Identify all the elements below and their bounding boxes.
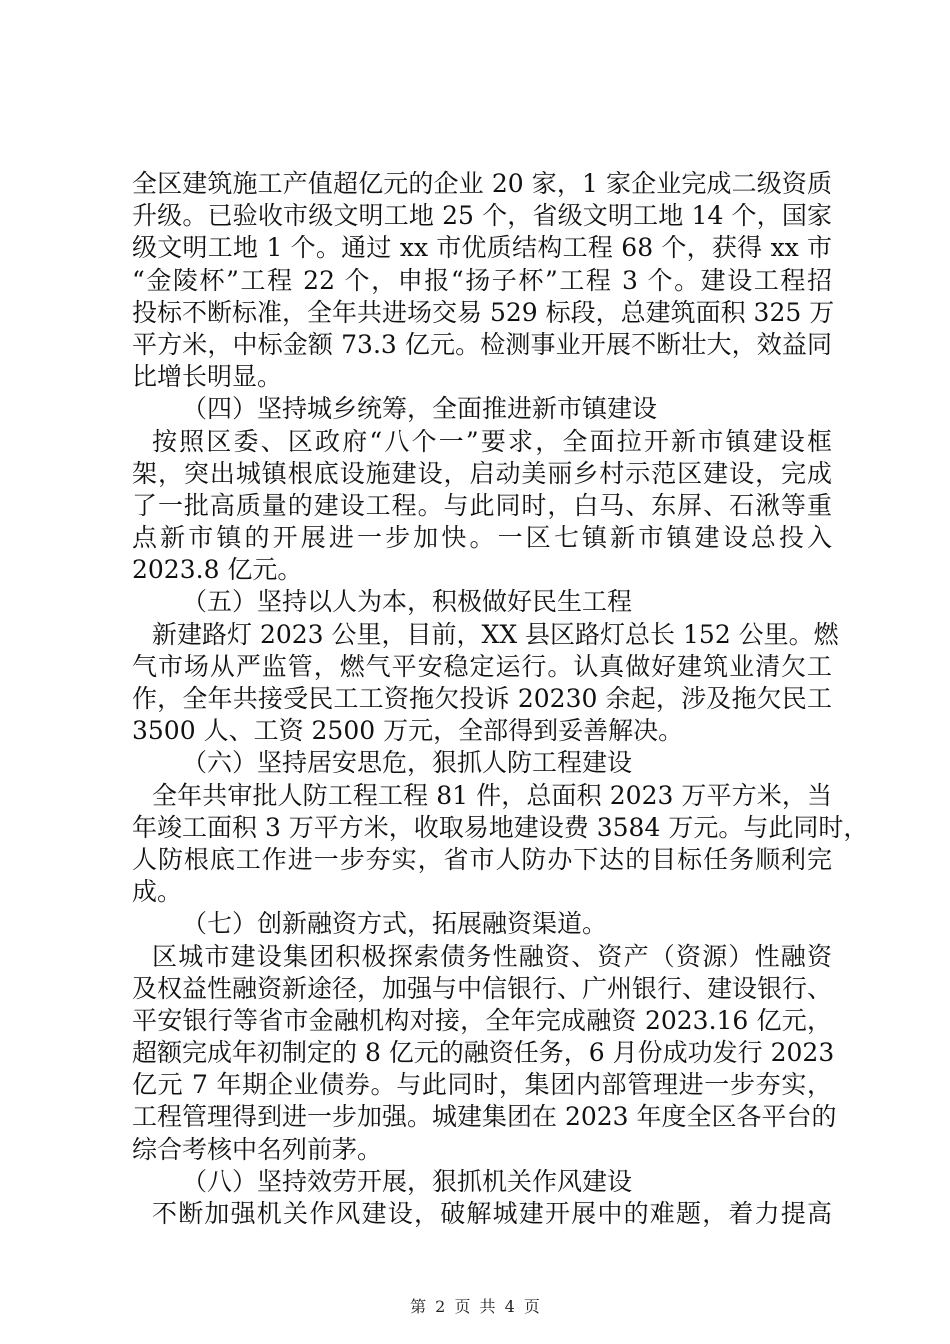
text-line: 气市场从严监管，燃气平安稳定运行。认真做好建筑业清欠工 [132,651,832,681]
text-line: 了一批高质量的建设工程。与此同时，白马、东屏、石湫等重 [132,490,832,520]
text-line: 超额完成年初制定的 8 亿元的融资任务，6 月份成功发行 2023 [132,1038,835,1068]
text-line: 平方米，中标金额 73.3 亿元。检测事业开展不断壮大，效益同 [132,329,832,359]
text-line: 作，全年共接受民工工资拖欠投诉 20230 余起，涉及拖欠民工 [132,684,832,713]
text-line: 全区建筑施工产值超亿元的企业 20 家，1 家企业完成二级资质 [132,169,832,198]
text-line: 升级。已验收市级文明工地 25 个，省级文明工地 14 个，国家 [132,201,832,231]
text-line: 级文明工地 1 个。通过 xx 市优质结构工程 68 个，获得 xx 市 [132,233,832,263]
text-line: 区城市建设集团积极探索债务性融资、资产（资源）性融资 [152,941,832,971]
text-line: 投标不断标准，全年共进场交易 529 标段，总建筑面积 325 万 [132,297,835,327]
text-line: 架，突出城镇根底设施建设，启动美丽乡村示范区建设，完成 [132,458,832,488]
text-line: 新建路灯 2023 公里，目前，XX 县区路灯总长 152 公里。燃 [152,619,839,649]
body-text [132,168,869,1230]
text-line: 不断加强机关作风建设，破解城建开展中的难题，着力提高 [152,1199,832,1228]
text-line: 全年共审批人防工程工程 81 件，总面积 2023 万平方米，当 [152,780,832,810]
section-heading-4: （四）坚持城乡统筹，全面推进新市镇建设 [182,394,658,424]
section-heading-6: （六）坚持居安思危，狠抓人防工程建设 [182,748,633,778]
section-heading-5: （五）坚持以人为本，积极做好民生工程 [182,587,633,617]
text-line: 平安银行等省市金融机构对接，全年完成融资 2023.16 亿元， [132,1005,832,1035]
text-line: 比增长明显。 [132,362,283,392]
text-line: 及权益性融资新途径，加强与中信银行、广州银行、建设银行、 [132,973,833,1003]
text-line: 年竣工面积 3 万平方米，收取易地建设费 3584 万元。与此同时， [132,812,869,842]
text-line: 人防根底工作进一步夯实，省市人防办下达的目标任务顺利完 [132,844,832,874]
section-heading-8: （八）坚持效劳开展，狠抓机关作风建设 [182,1166,633,1196]
text-line: 点新市镇的开展进一步加快。一区七镇新市镇建设总投入 [132,523,832,553]
page-number-footer: 第 2 页 共 4 页 [410,1297,540,1316]
text-line: 工程管理得到进一步加强。城建集团在 2023 年度全区各平台的 [132,1102,837,1132]
text-line: 2023.8 亿元。 [132,555,303,585]
text-line: 3500 人、工资 2500 万元，全部得到妥善解决。 [132,716,684,746]
text-line: “金陵杯”工程 22 个，申报“扬子杯”工程 3 个。建设工程招 [132,265,832,295]
text-line: 综合考核中名列前茅。 [132,1134,383,1164]
text-line: 成。 [132,877,183,907]
text-line: 亿元 7 年期企业债券。与此同时，集团内部管理进一步夯实， [132,1070,832,1100]
section-heading-7: （七）创新融资方式，拓展融资渠道。 [182,909,608,939]
text-line: 按照区委、区政府“八个一”要求，全面拉开新市镇建设框 [152,426,832,456]
